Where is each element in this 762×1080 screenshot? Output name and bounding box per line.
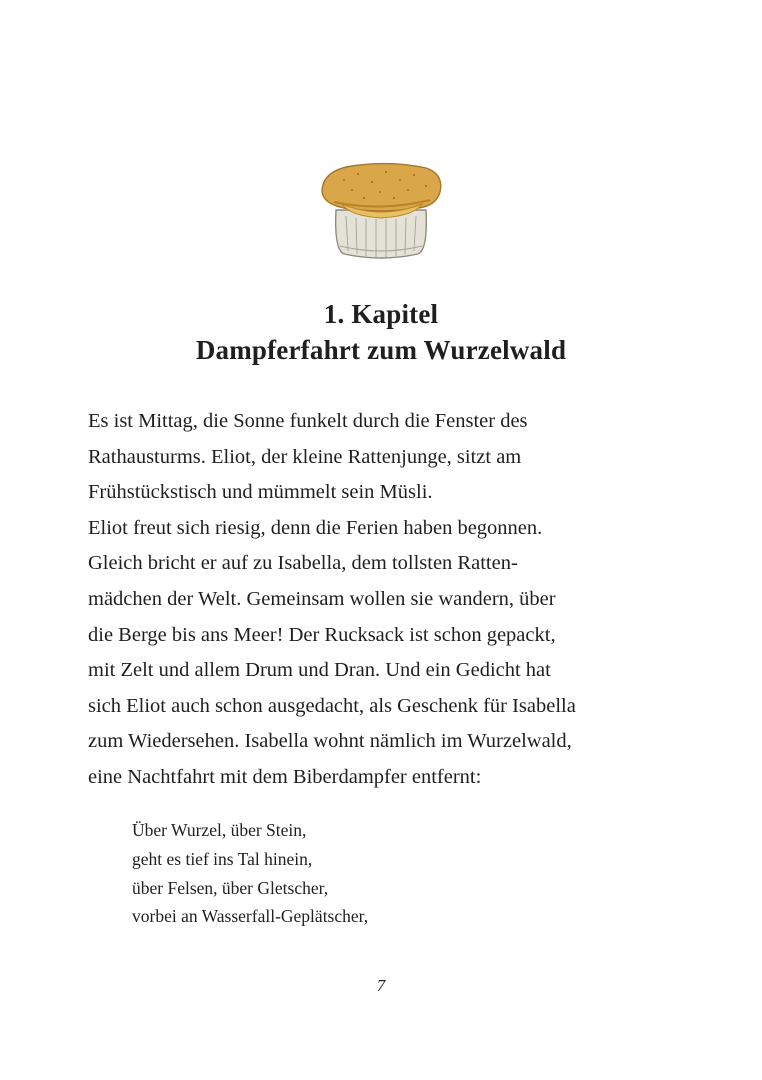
paragraph-line: die Berge bis ans Meer! Der Rucksack ist schon gepackt,: [88, 623, 556, 646]
poem-line: über Felsen, über Gletscher,: [132, 877, 329, 898]
paragraph-line: eine Nachtfahrt mit dem Biberdampfer entfernt:: [88, 765, 482, 788]
chapter-title: Dampferfahrt zum Wurzelwald: [195, 335, 567, 365]
paragraph-line: sich Eliot auch schon ausgedacht, als Geschenk für Isabella: [88, 694, 576, 717]
muffin-illustration-icon: [314, 158, 448, 264]
chapter-number: 1. Kapitel: [323, 299, 439, 329]
paragraph-line: mit Zelt und allem Drum und Dran. Und ein Gedicht hat: [88, 659, 551, 682]
poem-line: Über Wurzel, über Stein,: [132, 820, 307, 840]
paragraph-line: mädchen der Welt. Gemeinsam wollen sie wandern, über: [88, 587, 556, 610]
paragraph-line: zum Wiedersehen. Isabella wohnt nämlich im Wurzelwald,: [88, 730, 572, 753]
paragraph-line: Eliot freut sich riesig, denn die Ferien haben begonnen.: [88, 516, 543, 539]
poem: [132, 816, 632, 931]
poem-line: geht es tief ins Tal hinein,: [132, 848, 313, 869]
paragraph-line: Frühstückstisch und mümmelt sein Müsli.: [88, 481, 433, 504]
paragraph-line: Gleich bricht er auf zu Isabella, dem tollsten Ratten-: [88, 552, 518, 575]
page-number: 7: [376, 976, 386, 995]
poem-line: vorbei an Wasserfall-Geplätscher,: [132, 906, 369, 927]
paragraph-line: Es ist Mittag, die Sonne funkelt durch die Fenster des: [88, 410, 528, 432]
paragraph: [88, 404, 698, 796]
paragraph-line: Rathausturms. Eliot, der kleine Rattenjunge, sitzt am: [88, 445, 522, 468]
